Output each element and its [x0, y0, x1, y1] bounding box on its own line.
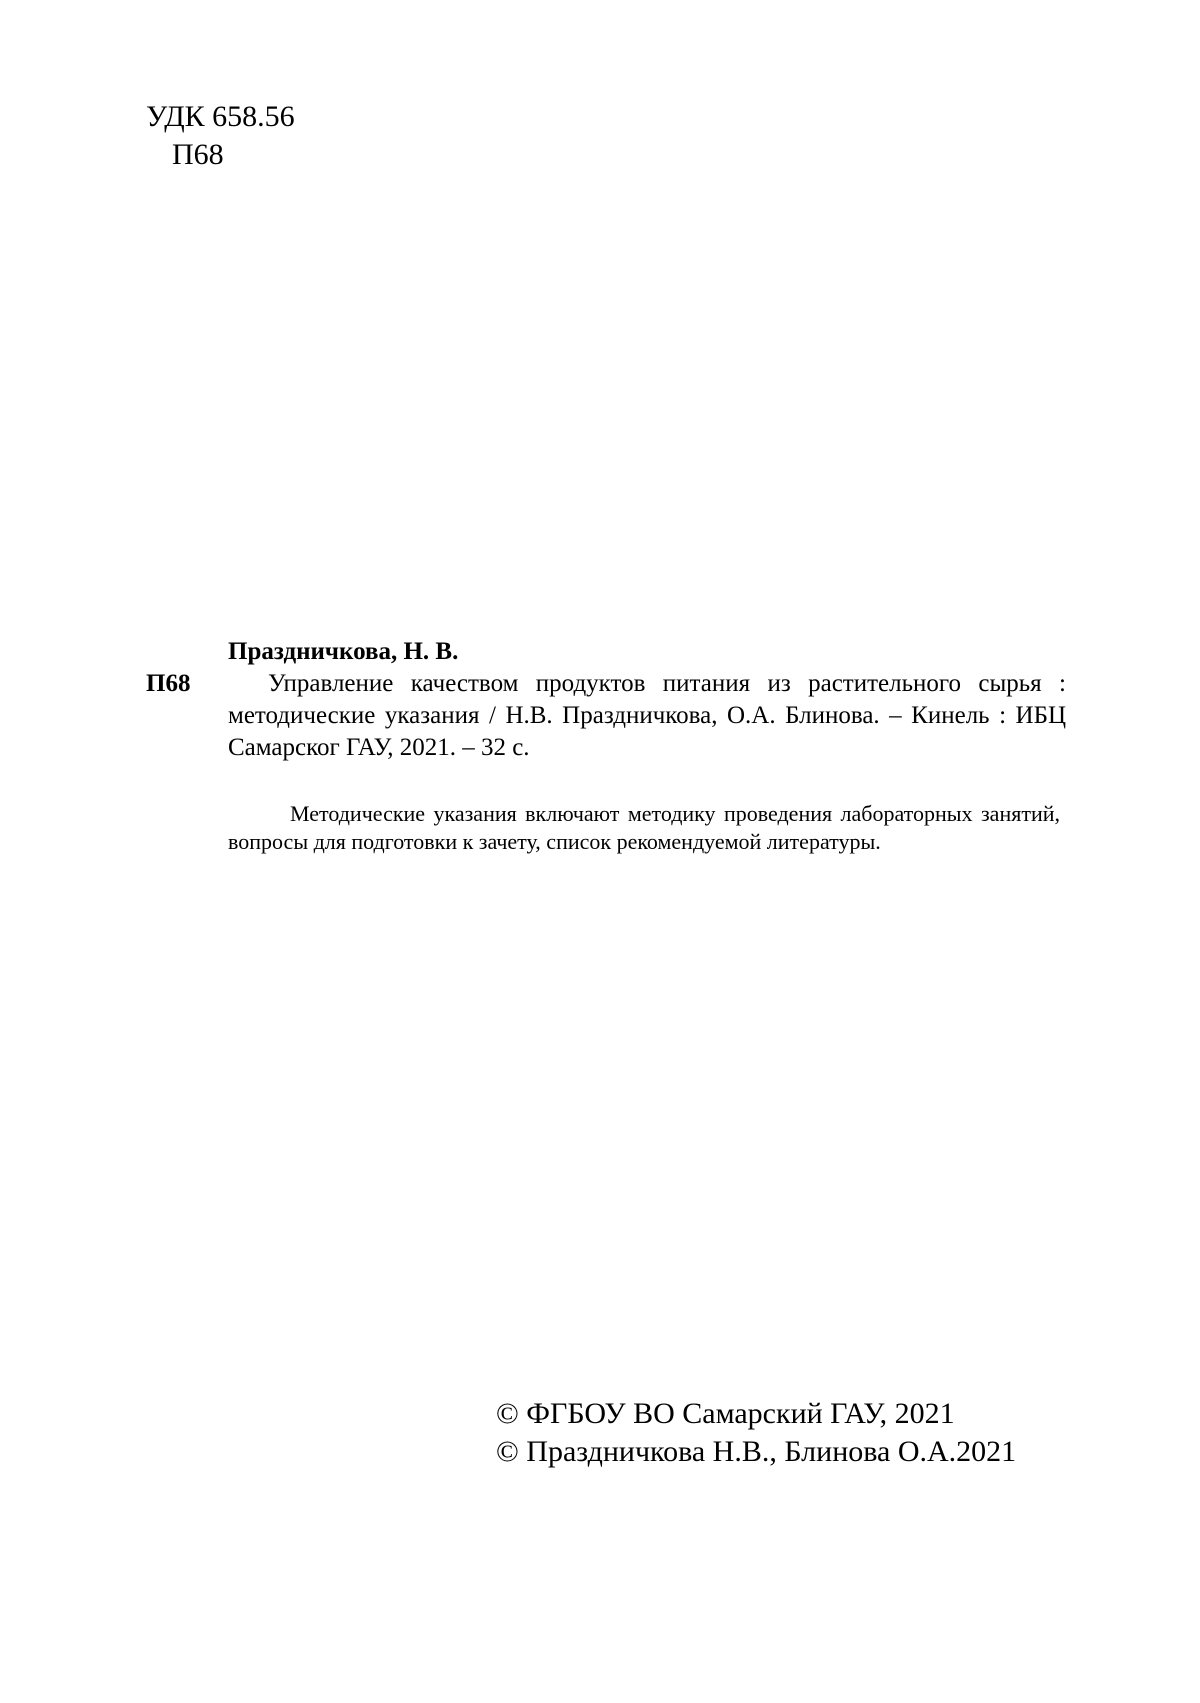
udk-block — [146, 98, 295, 174]
udk-label: УДК 658.56 — [146, 98, 295, 136]
udk-author-code: П68 — [146, 136, 295, 174]
copyright-authors: © Праздничкова Н.В., Блинова О.А.2021 — [496, 1433, 1016, 1471]
entry-description: Управление качеством продуктов питания из растительного сырья : методические указания / Н.В. Праздничкова, О.А. Блинова. – Кинель : ИБЦ Самарског ГАУ, 2021. – 32 с. — [228, 668, 1066, 764]
copyright-block — [496, 1395, 1016, 1471]
annotation-paragraph: Методические указания включают методику проведения лабораторных занятий, вопросы для подготовки к зачету, список рекомендуемой литературы. — [228, 800, 1060, 856]
author-heading: Праздничкова, Н. В. — [146, 636, 1066, 668]
copyright-publisher: © ФГБОУ ВО Самарский ГАУ, 2021 — [496, 1395, 1016, 1433]
bibliographic-entry — [146, 636, 1066, 764]
entry-body — [146, 668, 1066, 764]
document-page — [0, 0, 1200, 1703]
entry-author-code: П68 — [146, 668, 190, 700]
